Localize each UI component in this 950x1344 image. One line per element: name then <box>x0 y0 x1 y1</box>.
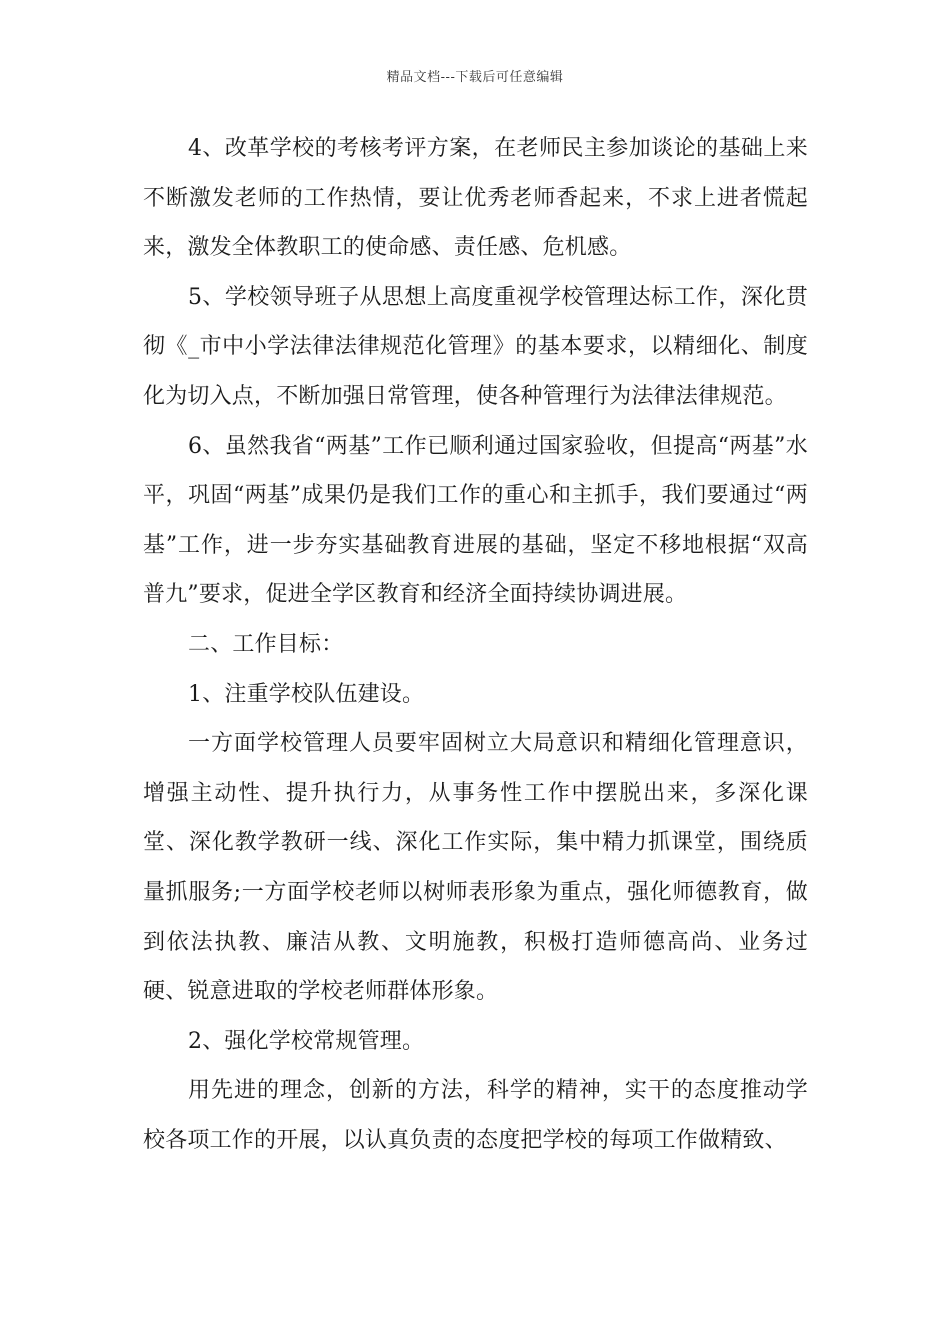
paragraph-item-5: 5、学校领导班子从思想上高度重视学校管理达标工作，深化贯彻《_市中小学法律法律规范化管理》的基本要求，以精细化、制度化为切入点，不断加强日常管理，使各种管理行为法律法律规范。 <box>143 284 808 409</box>
paragraph-team-building: 一方面学校管理人员要牢固树立大局意识和精细化管理意识，增强主动性、提升执行力，从事务性工作中摆脱出来，多深化课堂、深化教学教研一线、深化工作实际，集中精力抓课堂，围绕质量抓服务;一方面学校老师以树师表形象为重点，强化师德教育，做到依法执教、廉洁从教、文明施教，积极打造师德高尚、业务过硬、锐意进取的学校老师群体形象。 <box>143 731 808 1005</box>
section-heading-work-goals: 二、工作目标： <box>188 631 344 657</box>
subheading-team-building: 1、注重学校队伍建设。 <box>188 681 425 707</box>
page-header: 精品文档---下载后可任意编辑 <box>386 70 564 85</box>
paragraph-item-4: 4、改革学校的考核考评方案，在老师民主参加谈论的基础上来不断激发老师的工作热情，要让优秀老师香起来，不求上进者慌起来，激发全体教职工的使命感、责任感、危机感。 <box>143 136 808 261</box>
document-body <box>143 124 808 1165</box>
subheading-routine-management: 2、强化学校常规管理。 <box>188 1028 425 1054</box>
paragraph-item-6: 6、虽然我省“两基”工作已顺利通过国家验收，但提高“两基”水平，巩固“两基”成果仍是我们工作的重心和主抓手，我们要通过“两基”工作，进一步夯实基础教育进展的基础，坚定不移地根据“双高普九”要求，促进全学区教育和经济全面持续协调进展。 <box>143 433 808 608</box>
paragraph-routine-management: 用先进的理念，创新的方法，科学的精神，实干的态度推动学校各项工作的开展，以认真负责的态度把学校的每项工作做精致、 <box>143 1078 808 1153</box>
